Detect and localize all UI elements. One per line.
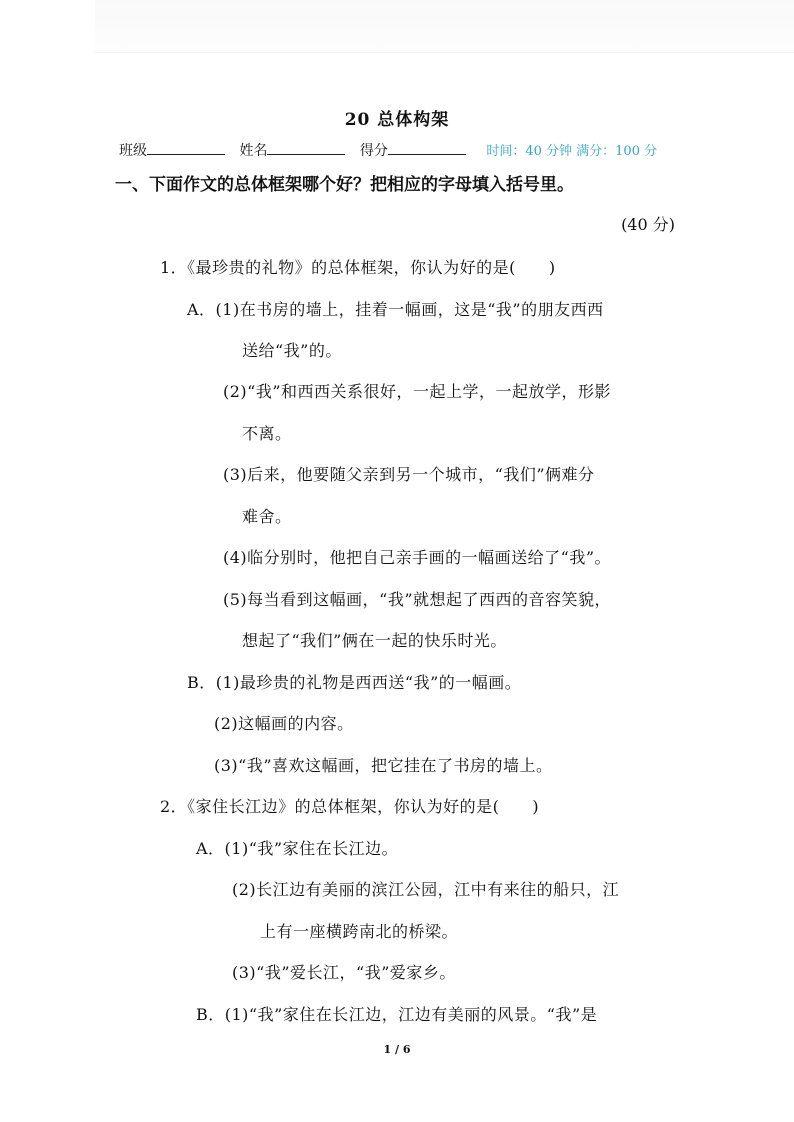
q1-stem: 1．《最珍贵的礼物》的总体框架，你认为好的是( ) — [160, 258, 556, 277]
q1-option-b-item3: (3)“我”喜欢这幅画，把它挂在了书房的墙上。 — [214, 756, 553, 775]
name-label: 姓名 — [239, 143, 268, 159]
page-title: 20 总体构架 — [344, 110, 450, 130]
class-blank[interactable] — [147, 142, 225, 155]
q1-option-a-item5-cont: 想起了“我们”俩在一起的快乐时光。 — [242, 631, 507, 650]
q1-option-a-item1: A．(1)在书房的墙上，挂着一幅画，这是“我”的朋友西西 — [187, 300, 604, 319]
q2-option-a-item2-cont: 上有一座横跨南北的桥梁。 — [260, 922, 459, 941]
score-blank[interactable] — [388, 142, 466, 155]
q1-option-a-item2-cont: 不离。 — [242, 424, 292, 443]
q1-option-a-item4: (4)临分别时，他把自己亲手画的一幅画送给了“我”。 — [223, 548, 612, 567]
q2-stem: 2．《家住长江边》的总体框架，你认为好的是( ) — [160, 797, 540, 816]
q1-option-a-item2: (2)“我”和西西关系很好，一起上学，一起放学，形影 — [223, 382, 612, 401]
page-number: 1 / 6 — [383, 1043, 411, 1056]
q1-option-a-item3: (3)后来，他要随父亲到另一个城市，“我们”俩难分 — [223, 465, 595, 484]
section-score: (40 分) — [621, 215, 675, 234]
q2-option-a-item1: A．(1)“我”家住在长江边。 — [196, 839, 399, 858]
q2-option-b-item1: B．(1)“我”家住在长江边，江边有美丽的风景。“我”是 — [196, 1005, 598, 1024]
q1-option-a-item1-cont: 送给“我”的。 — [242, 341, 342, 360]
score-label: 得分 — [359, 143, 388, 159]
class-label: 班级 — [119, 143, 147, 159]
q2-option-a-item2: (2)长江边有美丽的滨江公园，江中有来往的船只，江 — [232, 880, 620, 899]
time-info: 时间：40 分钟 满分：100 分 — [486, 144, 658, 159]
q1-option-b-item1: B．(1)最珍贵的礼物是西西送“我”的一幅画。 — [187, 673, 522, 692]
name-blank[interactable] — [267, 142, 345, 155]
header-band — [95, 0, 794, 53]
student-info-row — [119, 140, 679, 160]
q2-option-a-item3: (3)“我”爱长江，“我”爱家乡。 — [232, 963, 456, 982]
q1-option-b-item2: (2)这幅画的内容。 — [214, 714, 354, 733]
q1-option-a-item3-cont: 难舍。 — [242, 507, 292, 526]
section-heading: 一、下面作文的总体框架哪个好？把相应的字母填入括号里。 — [115, 175, 574, 195]
q1-option-a-item5: (5)每当看到这幅画，“我”就想起了西西的音容笑貌， — [223, 590, 612, 609]
